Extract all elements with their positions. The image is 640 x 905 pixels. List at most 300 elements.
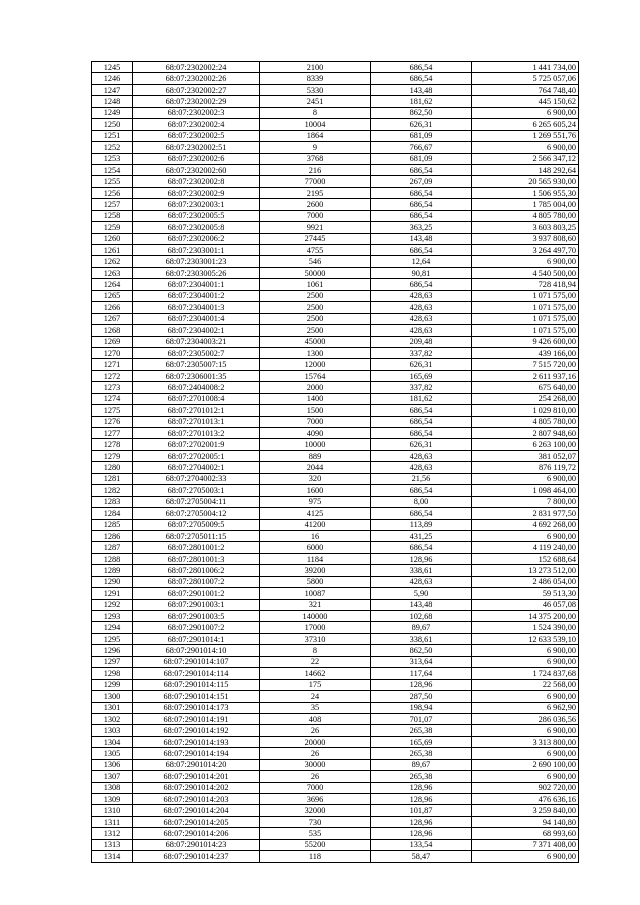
table-row	[92, 199, 579, 210]
area-cell: 1400	[260, 393, 371, 404]
cadastral-number-cell: 68:07:2901001:2	[133, 588, 260, 599]
cadastral-value-cell: 445 150,62	[472, 96, 579, 107]
table-row	[92, 713, 579, 724]
table-row	[92, 839, 579, 850]
area-cell: 5330	[260, 84, 371, 95]
table-row	[92, 325, 579, 336]
table-row	[92, 370, 579, 381]
row-number-cell: 1314	[92, 851, 133, 862]
cadastral-number-cell: 68:07:2901007:2	[133, 622, 260, 633]
row-number-cell: 1277	[92, 428, 133, 439]
cadastral-value-cell: 728 418,94	[472, 279, 579, 290]
table-row	[92, 679, 579, 690]
row-number-cell: 1250	[92, 119, 133, 130]
cadastral-value-cell: 5 725 057,06	[472, 73, 579, 84]
row-number-cell: 1275	[92, 405, 133, 416]
row-number-cell: 1252	[92, 142, 133, 153]
area-cell: 320	[260, 473, 371, 484]
cadastral-number-cell: 68:07:2304001:3	[133, 302, 260, 313]
cadastral-value-cell: 3 259 840,00	[472, 805, 579, 816]
cadastral-value-cell: 94 140,80	[472, 816, 579, 827]
unit-value-cell: 267,09	[371, 176, 472, 187]
table-row	[92, 759, 579, 770]
row-number-cell: 1267	[92, 313, 133, 324]
unit-value-cell: 862,50	[371, 645, 472, 656]
unit-value-cell: 101,87	[371, 805, 472, 816]
table-row	[92, 164, 579, 175]
row-number-cell: 1245	[92, 62, 133, 73]
unit-value-cell: 626,31	[371, 359, 472, 370]
cadastral-number-cell: 68:07:2901003:1	[133, 599, 260, 610]
cadastral-value-cell: 286 036,56	[472, 713, 579, 724]
area-cell: 546	[260, 256, 371, 267]
cadastral-value-cell: 381 052,07	[472, 450, 579, 461]
table-row	[92, 256, 579, 267]
area-cell: 9921	[260, 222, 371, 233]
cadastral-value-cell: 3 264 497,70	[472, 245, 579, 256]
cadastral-number-cell: 68:07:2302005:5	[133, 210, 260, 221]
row-number-cell: 1278	[92, 439, 133, 450]
cadastral-number-cell: 68:07:2901014:191	[133, 713, 260, 724]
cadastral-value-cell: 2 566 347,12	[472, 153, 579, 164]
cadastral-number-cell: 68:07:2304001:4	[133, 313, 260, 324]
cadastral-value-cell: 46 057,08	[472, 599, 579, 610]
unit-value-cell: 428,63	[371, 462, 472, 473]
table-row	[92, 576, 579, 587]
unit-value-cell: 265,38	[371, 748, 472, 759]
unit-value-cell: 686,54	[371, 199, 472, 210]
cadastral-value-cell: 13 273 512,00	[472, 565, 579, 576]
table-row	[92, 553, 579, 564]
unit-value-cell: 428,63	[371, 576, 472, 587]
table-row	[92, 245, 579, 256]
cadastral-number-cell: 68:07:2701013:2	[133, 428, 260, 439]
cadastral-number-cell: 68:07:2701013:1	[133, 416, 260, 427]
table-row	[92, 473, 579, 484]
unit-value-cell: 681,09	[371, 130, 472, 141]
cadastral-value-cell: 6 900,00	[472, 851, 579, 862]
row-number-cell: 1256	[92, 187, 133, 198]
table-row	[92, 794, 579, 805]
unit-value-cell: 431,25	[371, 530, 472, 541]
cadastral-number-cell: 68:07:2302002:29	[133, 96, 260, 107]
area-cell: 2500	[260, 290, 371, 301]
cadastral-number-cell: 68:07:2901014:173	[133, 702, 260, 713]
cadastral-number-cell: 68:07:2302002:24	[133, 62, 260, 73]
area-cell: 2600	[260, 199, 371, 210]
cadastral-value-cell: 6 900,00	[472, 771, 579, 782]
cadastral-number-cell: 68:07:2901014:114	[133, 668, 260, 679]
row-number-cell: 1248	[92, 96, 133, 107]
area-cell: 39200	[260, 565, 371, 576]
cadastral-number-cell: 68:07:2404008:2	[133, 382, 260, 393]
row-number-cell: 1300	[92, 691, 133, 702]
table-row	[92, 771, 579, 782]
table-row	[92, 428, 579, 439]
cadastral-number-cell: 68:07:2901014:204	[133, 805, 260, 816]
table-row	[92, 622, 579, 633]
row-number-cell: 1285	[92, 519, 133, 530]
table-row	[92, 222, 579, 233]
area-cell: 37310	[260, 633, 371, 644]
area-cell: 1184	[260, 553, 371, 564]
cadastral-value-cell: 4 540 500,00	[472, 267, 579, 278]
table-row	[92, 450, 579, 461]
unit-value-cell: 766,67	[371, 142, 472, 153]
row-number-cell: 1306	[92, 759, 133, 770]
cadastral-number-cell: 68:07:2302002:5	[133, 130, 260, 141]
unit-value-cell: 165,69	[371, 736, 472, 747]
cadastral-value-cell: 1 724 837,68	[472, 668, 579, 679]
cadastral-value-cell: 476 636,16	[472, 794, 579, 805]
cadastral-number-cell: 68:07:2705003:1	[133, 485, 260, 496]
cadastral-number-cell: 68:07:2304002:1	[133, 325, 260, 336]
row-number-cell: 1303	[92, 725, 133, 736]
table-row	[92, 611, 579, 622]
table-row	[92, 542, 579, 553]
cadastral-number-cell: 68:07:2901014:20	[133, 759, 260, 770]
unit-value-cell: 681,09	[371, 153, 472, 164]
table-row	[92, 84, 579, 95]
area-cell: 10087	[260, 588, 371, 599]
area-cell: 5800	[260, 576, 371, 587]
row-number-cell: 1246	[92, 73, 133, 84]
table-row	[92, 645, 579, 656]
cadastral-number-cell: 68:07:2302006:2	[133, 233, 260, 244]
row-number-cell: 1296	[92, 645, 133, 656]
unit-value-cell: 198,94	[371, 702, 472, 713]
row-number-cell: 1266	[92, 302, 133, 313]
cadastral-number-cell: 68:07:2901014:1	[133, 633, 260, 644]
cadastral-number-cell: 68:07:2304001:2	[133, 290, 260, 301]
row-number-cell: 1265	[92, 290, 133, 301]
table-row	[92, 496, 579, 507]
row-number-cell: 1298	[92, 668, 133, 679]
area-cell: 17000	[260, 622, 371, 633]
area-cell: 35	[260, 702, 371, 713]
area-cell: 55200	[260, 839, 371, 850]
table-row	[92, 588, 579, 599]
table-row	[92, 153, 579, 164]
row-number-cell: 1276	[92, 416, 133, 427]
unit-value-cell: 287,50	[371, 691, 472, 702]
area-cell: 3696	[260, 794, 371, 805]
unit-value-cell: 686,54	[371, 279, 472, 290]
unit-value-cell: 686,54	[371, 508, 472, 519]
cadastral-number-cell: 68:07:2303001:23	[133, 256, 260, 267]
cadastral-value-cell: 2 611 937,16	[472, 370, 579, 381]
area-cell: 4125	[260, 508, 371, 519]
row-number-cell: 1292	[92, 599, 133, 610]
cadastral-number-cell: 68:07:2901014:237	[133, 851, 260, 862]
cadastral-value-cell: 6 263 100,00	[472, 439, 579, 450]
table-row	[92, 233, 579, 244]
area-cell: 8339	[260, 73, 371, 84]
cadastral-number-cell: 68:07:2901014:202	[133, 782, 260, 793]
cadastral-value-cell: 3 937 808,60	[472, 233, 579, 244]
table-row	[92, 290, 579, 301]
area-cell: 7000	[260, 782, 371, 793]
table-row	[92, 656, 579, 667]
cadastral-value-cell: 1 269 551,76	[472, 130, 579, 141]
area-cell: 216	[260, 164, 371, 175]
cadastral-number-cell: 68:07:2801007:2	[133, 576, 260, 587]
area-cell: 10004	[260, 119, 371, 130]
cadastral-value-cell: 2 690 100,00	[472, 759, 579, 770]
row-number-cell: 1312	[92, 828, 133, 839]
cadastral-value-cell: 148 292,64	[472, 164, 579, 175]
row-number-cell: 1304	[92, 736, 133, 747]
cadastral-value-cell: 7 800,00	[472, 496, 579, 507]
cadastral-number-cell: 68:07:2705009:5	[133, 519, 260, 530]
table-row	[92, 279, 579, 290]
table-row	[92, 508, 579, 519]
row-number-cell: 1302	[92, 713, 133, 724]
area-cell: 77000	[260, 176, 371, 187]
row-number-cell: 1247	[92, 84, 133, 95]
cadastral-number-cell: 68:07:2901003:5	[133, 611, 260, 622]
table-row	[92, 142, 579, 153]
cadastral-value-cell: 1 785 004,00	[472, 199, 579, 210]
table-row	[92, 702, 579, 713]
cadastral-number-cell: 68:07:2303001:1	[133, 245, 260, 256]
cadastral-value-cell: 68 993,60	[472, 828, 579, 839]
row-number-cell: 1301	[92, 702, 133, 713]
table-row	[92, 96, 579, 107]
table-row	[92, 119, 579, 130]
table-row	[92, 176, 579, 187]
table-row	[92, 393, 579, 404]
table-row	[92, 73, 579, 84]
area-cell: 7000	[260, 416, 371, 427]
row-number-cell: 1286	[92, 530, 133, 541]
unit-value-cell: 265,38	[371, 725, 472, 736]
row-number-cell: 1261	[92, 245, 133, 256]
row-number-cell: 1270	[92, 347, 133, 358]
unit-value-cell: 686,54	[371, 62, 472, 73]
row-number-cell: 1264	[92, 279, 133, 290]
area-cell: 20000	[260, 736, 371, 747]
area-cell: 730	[260, 816, 371, 827]
area-cell: 4090	[260, 428, 371, 439]
area-cell: 10000	[260, 439, 371, 450]
cadastral-number-cell: 68:07:2302002:4	[133, 119, 260, 130]
cadastral-number-cell: 68:07:2302002:3	[133, 107, 260, 118]
cadastral-value-cell: 4 805 780,00	[472, 210, 579, 221]
unit-value-cell: 686,54	[371, 542, 472, 553]
cadastral-value-cell: 6 900,00	[472, 691, 579, 702]
cadastral-number-cell: 68:07:2303005:26	[133, 267, 260, 278]
unit-value-cell: 686,54	[371, 245, 472, 256]
table-row	[92, 107, 579, 118]
cadastral-number-cell: 68:07:2302003:1	[133, 199, 260, 210]
row-number-cell: 1308	[92, 782, 133, 793]
cadastral-number-cell: 68:07:2901014:201	[133, 771, 260, 782]
unit-value-cell: 686,54	[371, 187, 472, 198]
unit-value-cell: 8,00	[371, 496, 472, 507]
cadastral-value-cell: 152 688,64	[472, 553, 579, 564]
row-number-cell: 1254	[92, 164, 133, 175]
cadastral-value-cell: 6 900,00	[472, 530, 579, 541]
area-cell: 975	[260, 496, 371, 507]
unit-value-cell: 686,54	[371, 428, 472, 439]
row-number-cell: 1310	[92, 805, 133, 816]
cadastral-number-cell: 68:07:2801001:3	[133, 553, 260, 564]
unit-value-cell: 128,96	[371, 828, 472, 839]
area-cell: 2195	[260, 187, 371, 198]
unit-value-cell: 686,54	[371, 485, 472, 496]
cadastral-value-cell: 4 805 780,00	[472, 416, 579, 427]
row-number-cell: 1273	[92, 382, 133, 393]
table-row	[92, 485, 579, 496]
unit-value-cell: 113,89	[371, 519, 472, 530]
cadastral-number-cell: 68:07:2304001:1	[133, 279, 260, 290]
area-cell: 26	[260, 748, 371, 759]
row-number-cell: 1307	[92, 771, 133, 782]
unit-value-cell: 428,63	[371, 313, 472, 324]
row-number-cell: 1282	[92, 485, 133, 496]
unit-value-cell: 428,63	[371, 450, 472, 461]
cadastral-value-cell: 3 313 800,00	[472, 736, 579, 747]
row-number-cell: 1305	[92, 748, 133, 759]
unit-value-cell: 701,07	[371, 713, 472, 724]
unit-value-cell: 21,56	[371, 473, 472, 484]
cadastral-number-cell: 68:07:2302002:60	[133, 164, 260, 175]
row-number-cell: 1299	[92, 679, 133, 690]
area-cell: 535	[260, 828, 371, 839]
unit-value-cell: 128,96	[371, 794, 472, 805]
table-row	[92, 302, 579, 313]
row-number-cell: 1295	[92, 633, 133, 644]
cadastral-value-cell: 6 900,00	[472, 473, 579, 484]
unit-value-cell: 143,48	[371, 84, 472, 95]
cadastral-number-cell: 68:07:2302002:9	[133, 187, 260, 198]
cadastral-value-cell: 6 900,00	[472, 256, 579, 267]
cadastral-number-cell: 68:07:2704002:1	[133, 462, 260, 473]
area-cell: 2044	[260, 462, 371, 473]
unit-value-cell: 363,25	[371, 222, 472, 233]
unit-value-cell: 337,82	[371, 382, 472, 393]
cadastral-value-cell: 3 603 803,25	[472, 222, 579, 233]
area-cell: 1600	[260, 485, 371, 496]
cadastral-number-cell: 68:07:2305002:7	[133, 347, 260, 358]
cadastral-value-table	[91, 61, 579, 863]
cadastral-number-cell: 68:07:2302002:51	[133, 142, 260, 153]
area-cell: 2451	[260, 96, 371, 107]
row-number-cell: 1279	[92, 450, 133, 461]
unit-value-cell: 143,48	[371, 233, 472, 244]
row-number-cell: 1262	[92, 256, 133, 267]
cadastral-value-cell: 675 640,00	[472, 382, 579, 393]
area-cell: 321	[260, 599, 371, 610]
area-cell: 30000	[260, 759, 371, 770]
unit-value-cell: 181,62	[371, 393, 472, 404]
cadastral-value-cell: 7 515 720,00	[472, 359, 579, 370]
cadastral-number-cell: 68:07:2701008:4	[133, 393, 260, 404]
cadastral-value-cell: 12 633 539,10	[472, 633, 579, 644]
row-number-cell: 1297	[92, 656, 133, 667]
cadastral-number-cell: 68:07:2302002:27	[133, 84, 260, 95]
row-number-cell: 1309	[92, 794, 133, 805]
cadastral-value-cell: 2 486 054,00	[472, 576, 579, 587]
unit-value-cell: 181,62	[371, 96, 472, 107]
cadastral-value-cell: 1 524 390,00	[472, 622, 579, 633]
table-row	[92, 828, 579, 839]
area-cell: 1500	[260, 405, 371, 416]
area-cell: 8	[260, 645, 371, 656]
cadastral-number-cell: 68:07:2901014:115	[133, 679, 260, 690]
unit-value-cell: 89,67	[371, 759, 472, 770]
row-number-cell: 1280	[92, 462, 133, 473]
cadastral-value-cell: 2 807 948,60	[472, 428, 579, 439]
cadastral-value-cell: 2 831 977,50	[472, 508, 579, 519]
area-cell: 118	[260, 851, 371, 862]
cadastral-number-cell: 68:07:2901014:205	[133, 816, 260, 827]
unit-value-cell: 133,54	[371, 839, 472, 850]
cadastral-value-cell: 6 900,00	[472, 656, 579, 667]
unit-value-cell: 128,96	[371, 553, 472, 564]
unit-value-cell: 686,54	[371, 210, 472, 221]
cadastral-value-cell: 902 720,00	[472, 782, 579, 793]
cadastral-number-cell: 68:07:2705004:11	[133, 496, 260, 507]
cadastral-value-cell: 22 568,00	[472, 679, 579, 690]
row-number-cell: 1269	[92, 336, 133, 347]
cadastral-number-cell: 68:07:2901014:107	[133, 656, 260, 667]
unit-value-cell: 428,63	[371, 325, 472, 336]
cadastral-value-cell: 6 900,00	[472, 107, 579, 118]
unit-value-cell: 686,54	[371, 416, 472, 427]
table-row	[92, 382, 579, 393]
area-cell: 3768	[260, 153, 371, 164]
row-number-cell: 1288	[92, 553, 133, 564]
cadastral-number-cell: 68:07:2705004:12	[133, 508, 260, 519]
table-row	[92, 130, 579, 141]
row-number-cell: 1255	[92, 176, 133, 187]
row-number-cell: 1259	[92, 222, 133, 233]
table-body	[92, 62, 579, 863]
table-row	[92, 725, 579, 736]
table-row	[92, 359, 579, 370]
area-cell: 7000	[260, 210, 371, 221]
area-cell: 12000	[260, 359, 371, 370]
cadastral-value-cell: 876 119,72	[472, 462, 579, 473]
area-cell: 175	[260, 679, 371, 690]
cadastral-value-cell: 4 692 268,00	[472, 519, 579, 530]
row-number-cell: 1251	[92, 130, 133, 141]
table-row	[92, 805, 579, 816]
cadastral-number-cell: 68:07:2702005:1	[133, 450, 260, 461]
row-number-cell: 1287	[92, 542, 133, 553]
table-row	[92, 519, 579, 530]
row-number-cell: 1313	[92, 839, 133, 850]
row-number-cell: 1294	[92, 622, 133, 633]
cadastral-value-cell: 439 166,00	[472, 347, 579, 358]
cadastral-value-cell: 1 441 734,00	[472, 62, 579, 73]
row-number-cell: 1274	[92, 393, 133, 404]
area-cell: 32000	[260, 805, 371, 816]
unit-value-cell: 90,81	[371, 267, 472, 278]
row-number-cell: 1311	[92, 816, 133, 827]
row-number-cell: 1263	[92, 267, 133, 278]
table-row	[92, 851, 579, 862]
table-row	[92, 816, 579, 827]
area-cell: 2000	[260, 382, 371, 393]
area-cell: 140000	[260, 611, 371, 622]
row-number-cell: 1257	[92, 199, 133, 210]
area-cell: 2500	[260, 325, 371, 336]
table-row	[92, 668, 579, 679]
table-row	[92, 336, 579, 347]
